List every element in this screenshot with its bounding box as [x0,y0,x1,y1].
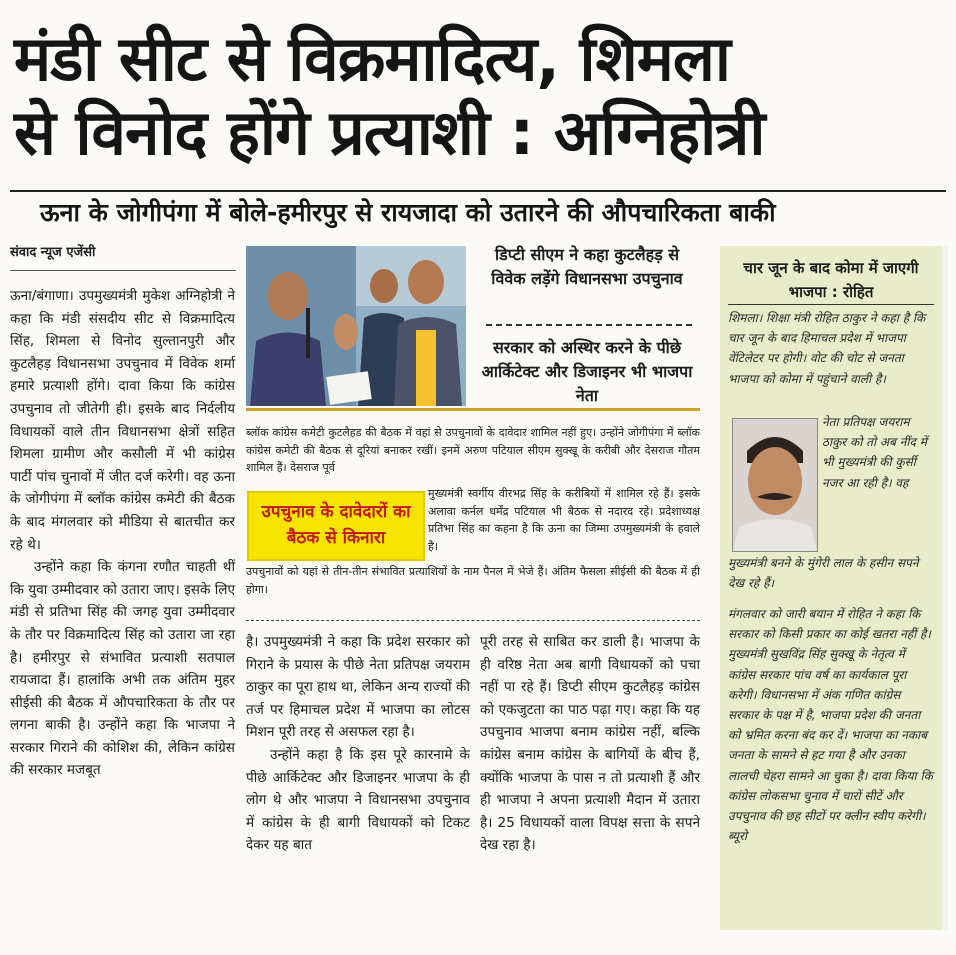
article-column-3 [480,631,700,857]
sidebar-edge [942,246,948,930]
deck-headline-1: डिप्टी सीएम ने कहा कुटलैहड़ से विवेक लड़ेंगे विधानसभा उपचुनाव [491,245,683,288]
article-column-2 [246,631,470,857]
article-column-1 [10,285,235,782]
portrait-illustration [733,419,817,551]
column-1-paragraph-2: उन्होंने कहा कि कंगना रणौत चाहती थीं कि युवा उम्मीदवार को उतारा जाए। इसके लिए मंडी से प्रतिभा सिंह की जगह युवा उम्मीदवार के तौर पर विक्रमादित्य सिंह को उतारा जा रहा है। हमीरपुर से संभावित प्रत्याशी सतपाल रायजादा हैं। हालांकि अभी तक अंतिम मुहर सीईसी की बैठक में औपचारिकता के तौर पर लगना बाकी है। उन्होंने कहा कि भाजपा ने सरकार गिराने की कोशिश की, लेकिन कांग्रेस की सरकार मजबूत [10,559,235,779]
news-photo [246,246,466,406]
box-story-bottom-text: उपचुनावों को यहां से तीन-तीन संभावित प्रत्याशियों के नाम पैनल में भेजे हैं। अंतिम फैसला सीईसी की बैठक में ही होगा। [246,565,700,596]
sidebar-title: चार जून के बाद कोमा में जाएगी भाजपा : रोहित [743,259,919,301]
headline-divider [10,190,946,192]
column-2-paragraph-1: है। उपमुख्यमंत्री ने कहा कि प्रदेश सरकार को गिराने के प्रयास के पीछे नेता प्रतिपक्ष जयराम ठाकुर का पूरा हाथ था, लेकिन अन्य राज्यों की तर्ज पर हिमाचल प्रदेश में भाजपा का लोटस मिशन पूरी तरह से असफल रहा है। [246,634,470,741]
box-story-bottom-divider [246,620,700,621]
headline-line-1: मंडी सीट से विक्रमादित्य, शिमला [14,22,730,95]
deck-headline-2: सरकार को अस्थिर करने के पीछे आर्किटेक्ट और डिजाइनर भी भाजपा नेता [481,338,693,405]
sidebar-paragraph-1: शिमला। शिक्षा मंत्री रोहित ठाकुर ने कहा है कि चार जून के बाद हिमाचल प्रदेश में भाजपा वेंटिलेटर पर होगी। वोट की चोट से जनता भाजपा को कोमा में पहुंचाने वाली है। [728,311,926,386]
box-story-top-text: ब्लॉक कांग्रेस कमेटी कुटलैहड की बैठक में वहां से उपचुनावों के दावेदार शामिल नहीं हुए। उन्होंने जोगीपंगा में ब्लॉक कांग्रेस कमेटी की बैठक से दूरियां बनाकर रखीं। इनमें अरुण पटियाल सीएम सुक्खू के करीबी और देसराज गौतम शामिल हैं। देसराज पूर्व [246,426,700,475]
column-3-paragraph-1: पूरी तरह से साबित कर डाली है। भाजपा के ही वरिष्ठ नेता अब बागी विधायकों को पचा नहीं पा रहे हैं। डिप्टी सीएम कुटलैहड़ कांग्रेस को एकजुटता का पाठ पढ़ा गए। कहा कि यह उपचुनाव भाजपा बनाम कांग्रेस नहीं, बल्कि कांग्रेस बनाम कांग्रेस के बागियों के बीच हैं, क्योंकि भाजपा के पास न तो प्रत्याशी हैं और ही भाजपा ने अपना प्रत्याशी मैदान में उतारा है। 25 विधायकों वाला विपक्ष सत्ता के सपने देख रहा है। [480,634,700,854]
portrait-photo [732,418,818,552]
sidebar-title-divider [728,304,934,305]
subheadline: ऊना के जोगीपंगा में बोले-हमीरपुर से रायजादा को उतारने की औपचारिकता बाकी [40,198,776,227]
headline-line-2: से विनोद होंगे प्रत्याशी : अग्निहोत्री [14,96,765,169]
byline: संवाद न्यूज एजेंसी [10,245,96,260]
pull-quote-text: उपचुनाव के दावेदारों का बैठक से किनारा [261,502,411,548]
headline [14,22,944,170]
column-1-paragraph-1: ऊना/बंगाणा। उपमुख्यमंत्री मुकेश अग्निहोत्री ने कहा कि मंडी संसदीय सीट से विक्रमादित्य सिंह, शिमला से विनोद सुल्तानपुरी और कुटलैहड़ विधानसभा उपचुनाव में विवेक शर्मा हमारे प्रत्याशी होंगे। दावा किया कि कांग्रेस उपचुनाव तो जीतेगी ही। इसके बाद निर्दलीय विधायकों वाले तीन विधानसभा क्षेत्रों सहित शिमला ग्रामीण और कसौली में भी कांग्रेस पार्टी पांच चुनावों में जीत दर्ज करेगी। वह ऊना के जोगीपंगा में ब्लॉक कांग्रेस कमेटी की बैठक के बाद मंगलवार को मीडिया से बातचीत कर रहे थे। [10,288,235,553]
sidebar-paragraph-2: मंगलवार को जारी बयान में रोहित ने कहा कि सरकार को किसी प्रकार का कोई खतरा नहीं है। मुख्यमंत्री सुखविंद्र सिंह सुक्खू के नेतृत्व में कांग्रेस सरकार पांच वर्ष का कार्यकाल पूरा करेगी। विधानसभा में अंक गणित कांग्रेस सरकार के पक्ष में है, भाजपा प्रदेश की जनता को भ्रमित करना बंद कर दें। भाजपा का नकाब जनता के सामने से हट गया है और उनका लालची चेहरा सामने आ चुका है। दावा किया कि कांग्रेस लोकसभा चुनाव में चारों सीटें और उपचुनाव की छह सीटों पर क्लीन स्वीप करेगी। ब्यूरो [728,607,933,844]
sidebar-paragraph-1-end: मुख्यमंत्री बनने के मुंगेरी लाल के हसीन सपने देख रहे हैं। [728,556,919,591]
box-story-top-rule [246,408,700,411]
deck-divider [486,324,692,326]
pull-quote-box [247,491,425,561]
column-2-paragraph-2: उन्होंने कहा है कि इस पूरे कारनामे के पीछे आर्किटेक्ट और डिजाइनर भाजपा के ही लोग थे और भाजपा ने विधानसभा उपचुनाव में कांग्रेस के ही बागी विधायकों को टिकट देकर यह बात [246,746,470,854]
sidebar-paragraph-1-continued: नेता प्रतिपक्ष जयराम ठाकुर को तो अब नींद में भी मुख्यमंत्री की कुर्सी नजर आ रही है। वह [822,415,927,490]
politicians-photo-illustration [246,246,466,406]
box-story-side-text: मुख्यमंत्री स्वर्गीय वीरभद्र सिंह के करीबियों में शामिल रहे हैं। इसके अलावा कर्नल धर्मेंद्र पटियाल भी बैठक से नदारद रहे। प्रदेशाध्यक्ष प्रतिभा सिंह का कहना है कि ऊना का जिम्मा उपमुख्यमंत्री के हवाले है। [428,487,700,553]
byline-divider [10,270,236,271]
